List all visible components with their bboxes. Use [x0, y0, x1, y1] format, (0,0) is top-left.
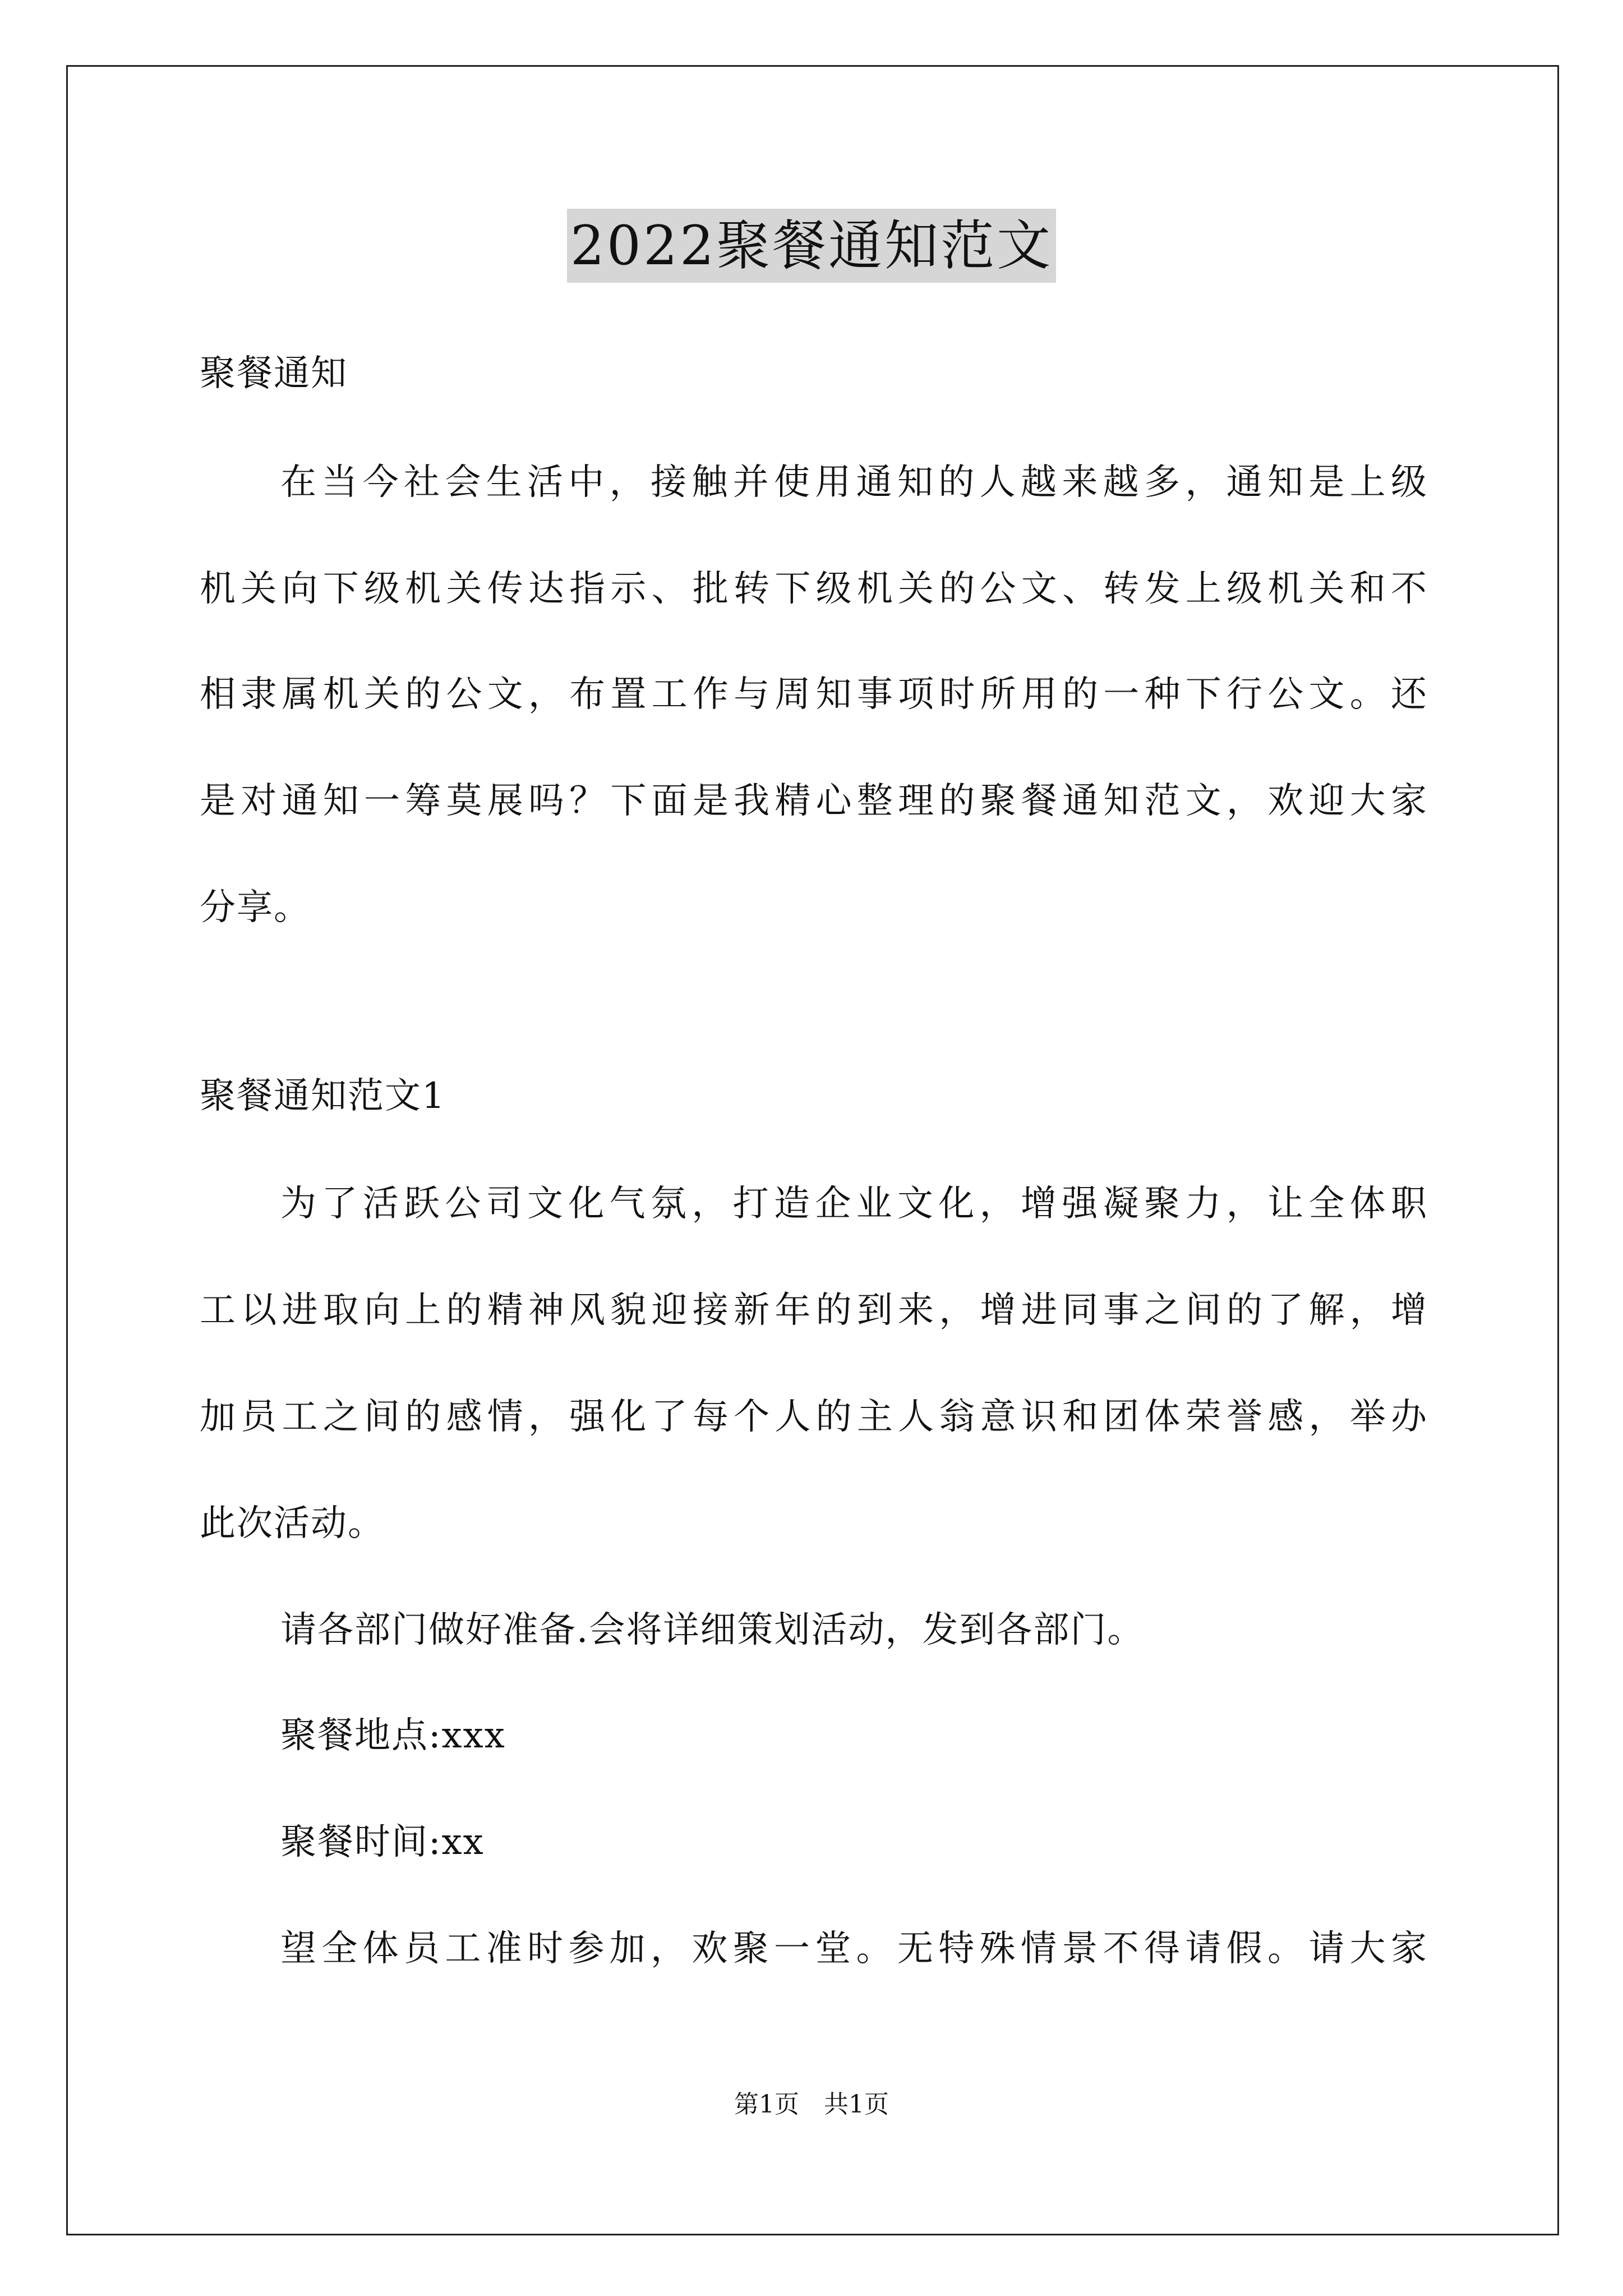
paragraph-line: 在当今社会生活中，接触并使用通知的人越来越多，通知是上级 [280, 462, 1428, 503]
paragraph-line: 为了活跃公司文化气氛，打造企业文化，增强凝聚力，让全体职 [280, 1183, 1428, 1225]
paragraph-line: 机关向下级机关传达指示、批转下级机关的公文、转发上级机关和不 [200, 568, 1428, 610]
title-container [0, 209, 1623, 283]
section-heading: 聚餐通知 [200, 353, 348, 394]
paragraph-line: 相隶属机关的公文，布置工作与周知事项时所用的一种下行公文。还 [200, 674, 1428, 715]
paragraph-line: 工以进取向上的精神风貌迎接新年的到来，增进同事之间的了解，增 [200, 1290, 1428, 1331]
page-number: 第1页 共1页 [734, 2090, 889, 2119]
section-heading: 聚餐通知范文1 [200, 1075, 446, 1117]
paragraph-line: 加员工之间的感情，强化了每个人的主人翁意识和团体荣誉感，举办 [200, 1396, 1428, 1438]
paragraph-line: 是对通知一筹莫展吗？下面是我精心整理的聚餐通知范文，欢迎大家 [200, 780, 1428, 822]
paragraph-line: 分享。 [200, 887, 311, 928]
paragraph-line: 此次活动。 [200, 1503, 385, 1544]
document-title: 2022聚餐通知范文 [567, 209, 1056, 283]
venue-line: 聚餐地点:xxx [280, 1715, 506, 1756]
paragraph-line: 请各部门做好准备.会将详细策划活动，发到各部门。 [280, 1609, 1145, 1651]
paragraph-line: 望全体员工准时参加，欢聚一堂。无特殊情景不得请假。请大家 [280, 1928, 1428, 1970]
time-line: 聚餐时间:xx [280, 1821, 485, 1863]
